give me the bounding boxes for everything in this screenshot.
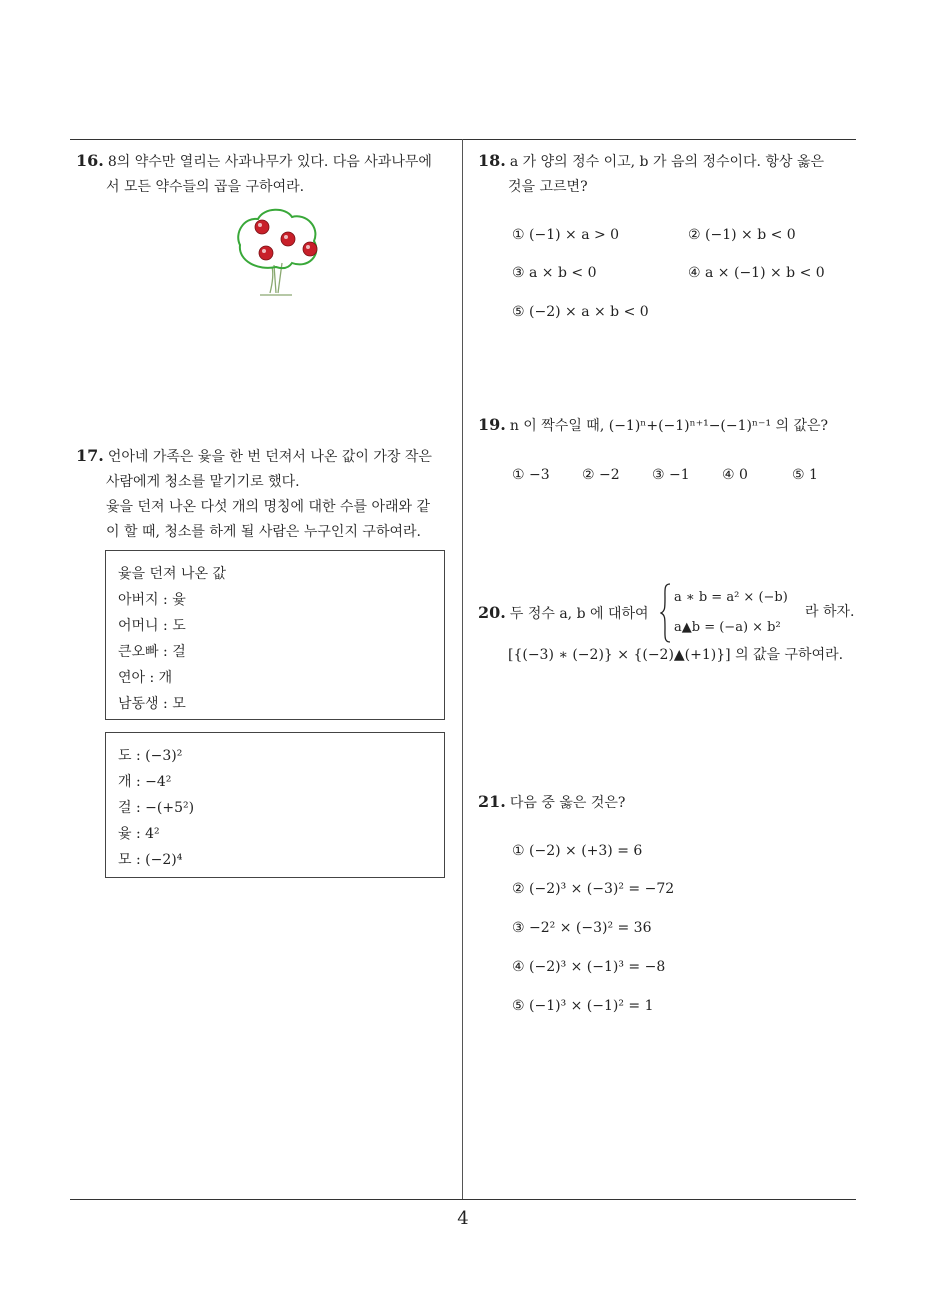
option-1: ① (−1) × a > 0 — [512, 227, 620, 243]
question-number: 21. — [478, 792, 506, 811]
option-1: ① −3 — [512, 467, 550, 483]
question-text: 서 모든 약수들의 곱을 구하여라. — [106, 179, 305, 195]
box-line: 윷을 던져 나온 값 — [118, 566, 227, 582]
box-line: 남동생 : 모 — [118, 696, 186, 712]
bottom-rule — [70, 1199, 856, 1200]
box-line: 모 : (−2)⁴ — [118, 852, 183, 868]
box-line: 윷 : 4² — [118, 826, 160, 842]
operation-definition — [660, 582, 800, 644]
top-rule — [70, 139, 856, 140]
option-2: ② (−2)³ × (−3)² = −72 — [512, 881, 675, 897]
option-5: ⑤ (−1)³ × (−1)² = 1 — [512, 998, 654, 1014]
box-line: 어머니 : 도 — [118, 618, 186, 634]
question-text: a 가 양의 정수 이고, b 가 음의 정수이다. 항상 옳은 — [509, 154, 824, 170]
question-number: 16. — [76, 151, 104, 170]
question-19 — [478, 412, 863, 439]
question-text: 언아네 가족은 윷을 한 번 던져서 나온 값이 가장 작은 — [107, 449, 432, 465]
question-text: 라 하자. — [805, 604, 855, 620]
question-text: 사람에게 청소를 맡기기로 했다. — [106, 474, 300, 490]
question-number: 19. — [478, 415, 506, 434]
question-21 — [478, 789, 863, 816]
option-3: ③ −1 — [652, 467, 690, 483]
question-number: 18. — [478, 151, 506, 170]
box-line: 걸 : −(+5²) — [118, 800, 195, 816]
box-line: 큰오빠 : 걸 — [118, 644, 186, 660]
question-text: 다음 중 옳은 것은? — [509, 795, 626, 811]
yut-values-box — [105, 732, 445, 878]
question-text: 8의 약수만 열리는 사과나무가 있다. 다음 사과나무에 — [107, 154, 432, 170]
question-text: 이 할 때, 청소를 하게 될 사람은 누구인지 구하여라. — [106, 524, 421, 540]
apple-tree-image — [230, 205, 322, 297]
option-4: ④ a × (−1) × b < 0 — [688, 265, 825, 281]
question-17 — [76, 443, 461, 545]
question-number: 20. — [478, 603, 506, 622]
option-3: ③ a × b < 0 — [512, 265, 597, 281]
box-line: 아버지 : 윷 — [118, 592, 186, 608]
question-20 — [478, 600, 663, 627]
option-4: ④ 0 — [722, 467, 748, 483]
column-divider — [462, 139, 463, 1200]
option-5: ⑤ (−2) × a × b < 0 — [512, 304, 649, 320]
question-text: n 이 짝수일 때, (−1)ⁿ+(−1)ⁿ⁺¹−(−1)ⁿ⁻¹ 의 값은? — [509, 418, 829, 434]
box-line: 개 : −4² — [118, 774, 172, 790]
question-text: [{(−3) ∗ (−2)} × {(−2)▲(+1)}] 의 값을 구하여라. — [508, 647, 844, 663]
option-4: ④ (−2)³ × (−1)³ = −8 — [512, 959, 666, 975]
left-brace-icon — [660, 582, 672, 644]
question-16 — [76, 148, 461, 200]
definition-line-1: a ∗ b = a² × (−b) — [674, 590, 788, 605]
option-3: ③ −2² × (−3)² = 36 — [512, 920, 652, 936]
box-line: 연아 : 개 — [118, 670, 173, 686]
box-line: 도 : (−3)² — [118, 748, 183, 764]
definition-line-2: a▲b = (−a) × b² — [674, 620, 781, 635]
question-number: 17. — [76, 446, 104, 465]
question-text: 것을 고르면? — [508, 179, 588, 195]
option-5: ⑤ 1 — [792, 467, 818, 483]
question-text: 윷을 던져 나온 다섯 개의 명칭에 대한 수를 아래와 같 — [106, 499, 431, 515]
option-2: ② −2 — [582, 467, 620, 483]
question-text: 두 정수 a, b 에 대하여 — [509, 606, 649, 622]
option-1: ① (−2) × (+3) = 6 — [512, 843, 643, 859]
option-2: ② (−1) × b < 0 — [688, 227, 796, 243]
page-number: 4 — [457, 1208, 469, 1229]
question-18 — [478, 148, 863, 200]
yut-results-box — [105, 550, 445, 720]
